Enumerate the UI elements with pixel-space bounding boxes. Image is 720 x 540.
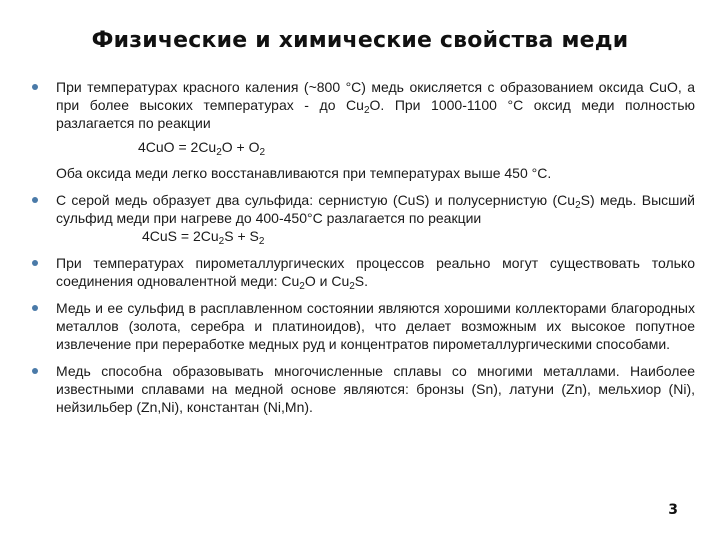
bullet-note: Оба оксида меди легко восстанавливаются при температурах выше 450 °С. bbox=[56, 165, 552, 181]
bullet-item-collectors bbox=[30, 299, 695, 353]
bullet-dot-icon bbox=[32, 368, 38, 374]
bullet-item-alloys bbox=[30, 362, 695, 416]
bullet-text: При температурах красного каления (~800 °С) медь окисляется с образованием оксида CuO, а при более высоких температурах - до $Cu_2O$. При 1000-1100 °С оксид меди полностью разлагается по реакции bbox=[56, 79, 695, 131]
reaction-equation: $4CuS = 2Cu_2S + S_2$ bbox=[142, 228, 265, 247]
bullet-item-sulfides bbox=[30, 191, 695, 245]
bullet-text: С серой медь образует два сульфида: сернистую (CuS) и полусернистую $(Cu_2S)$ медь. Высший сульфид меди при нагреве до 400-450°С разлагается по реакции bbox=[56, 192, 696, 226]
reaction-equation: $4CuO = 2Cu_2O + O_2$ bbox=[138, 139, 266, 158]
bullet-text: При температурах пирометаллургических процессов реально могут существовать только соединения одновалентной меди: $Cu_2O$ и $Cu_2S$. bbox=[56, 255, 695, 292]
bullet-item-oxidation bbox=[30, 78, 695, 156]
bullet-text: Медь и ее сульфид в расплавленном состоянии являются хорошими коллекторами благородных металлов (золота, серебра и платиноидов), что делает возможным их высокое попутное извлечение при переработке медных руд и концентратов пирометаллургическими способами. bbox=[56, 300, 695, 352]
bullet-dot-icon bbox=[32, 305, 38, 311]
bullet-text: Медь способна образовывать многочисленные сплавы со многими металлами. Наиболее известными сплавами на медной основе являются: бронзы (Sn), латуни (Zn), мельхиор (Ni), нейзильбер (Zn,Ni), константан (Ni,Mn). bbox=[56, 363, 695, 415]
bullet-dot-icon bbox=[32, 197, 38, 203]
bullet-item-monovalent bbox=[30, 254, 695, 290]
bullet-dot-icon bbox=[32, 260, 38, 266]
bullet-dot-icon bbox=[32, 84, 38, 90]
slide-title: Физические и химические свойства меди bbox=[91, 28, 629, 53]
bullet-list bbox=[30, 78, 695, 416]
page-number: 3 bbox=[668, 502, 678, 518]
